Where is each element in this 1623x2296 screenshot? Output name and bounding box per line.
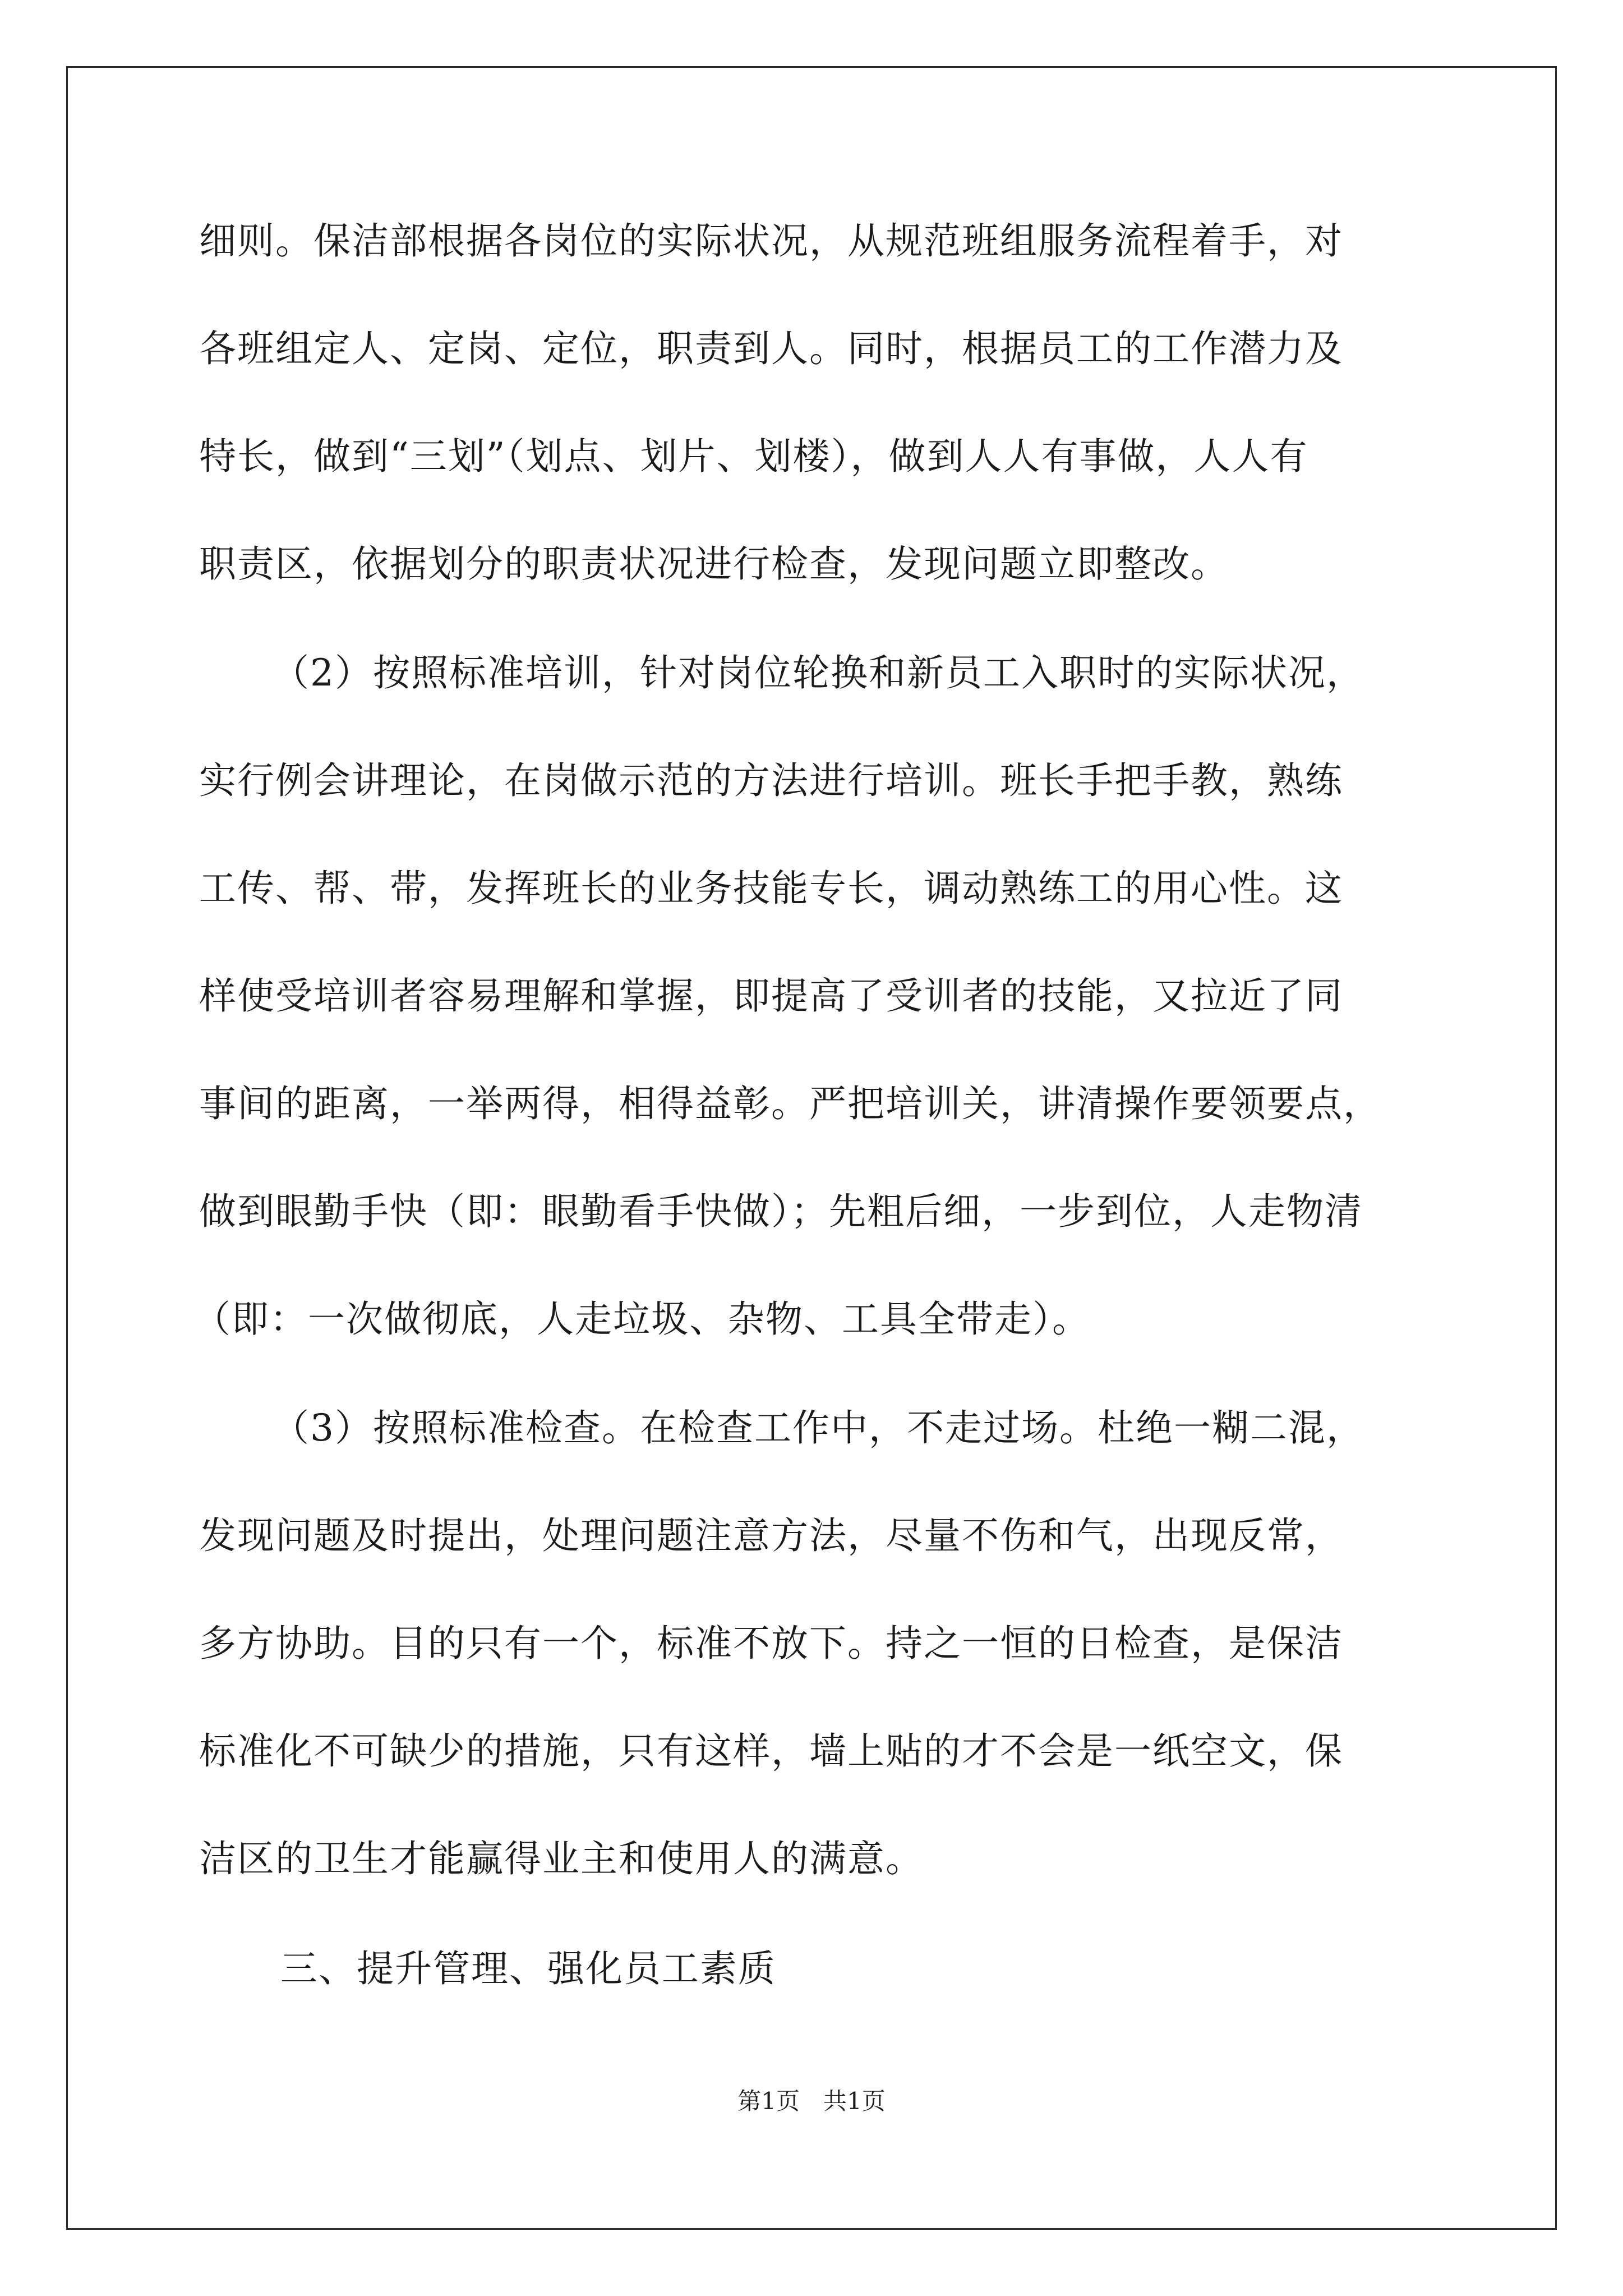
text-line: 发现问题及时提出，处理问题注意方法，尽量不伤和气，出现反常， <box>199 1514 1343 1557</box>
text-line: 多方协助。目的只有一个，标准不放下。持之一恒的日检查，是保洁 <box>199 1622 1343 1665</box>
paragraph-start-line: （2）按照标准培训，针对岗位轮换和新员工入职时的实际状况， <box>272 651 1364 694</box>
paragraph-start-line: （3）按照标准检查。在检查工作中，不走过场。杜绝一糊二混， <box>272 1406 1364 1450</box>
text-line: 职责区，依据划分的职责状况进行检查，发现问题立即整改。 <box>199 542 1229 586</box>
page-border <box>66 66 1557 2230</box>
text-line: 实行例会讲理论，在岗做示范的方法进行培训。班长手把手教，熟练 <box>199 759 1343 802</box>
text-line: 特长，做到“三划”（划点、划片、划楼），做到人人有事做，人人有 <box>199 435 1308 478</box>
section-heading: 三、提升管理、强化员工素质 <box>280 1947 776 1990</box>
text-line: 标准化不可缺少的措施，只有这样，墙上贴的才不会是一纸空文，保 <box>199 1729 1343 1773</box>
text-line: 事间的距离，一举两得，相得益彰。严把培训关，讲清操作要领要点， <box>199 1082 1381 1125</box>
text-line: 做到眼勤手快（即：眼勤看手快做）；先粗后细，一步到位，人走物清 <box>199 1190 1363 1233</box>
text-line: 样使受培训者容易理解和掌握，即提高了受训者的技能，又拉近了同 <box>199 974 1343 1018</box>
text-line: 各班组定人、定岗、定位，职责到人。同时，根据员工的工作潜力及 <box>199 327 1343 370</box>
text-line: 工传、帮、带，发挥班长的业务技能专长，调动熟练工的用心性。这 <box>199 867 1343 910</box>
text-line: （即：一次做彻底，人走垃圾、杂物、工具全带走）。 <box>193 1297 1090 1341</box>
text-line: 洁区的卫生才能赢得业主和使用人的满意。 <box>199 1837 924 1880</box>
page-number-footer: 第1页 共1页 <box>737 2087 886 2115</box>
text-line: 细则。保洁部根据各岗位的实际状况，从规范班组服务流程着手，对 <box>199 219 1343 263</box>
